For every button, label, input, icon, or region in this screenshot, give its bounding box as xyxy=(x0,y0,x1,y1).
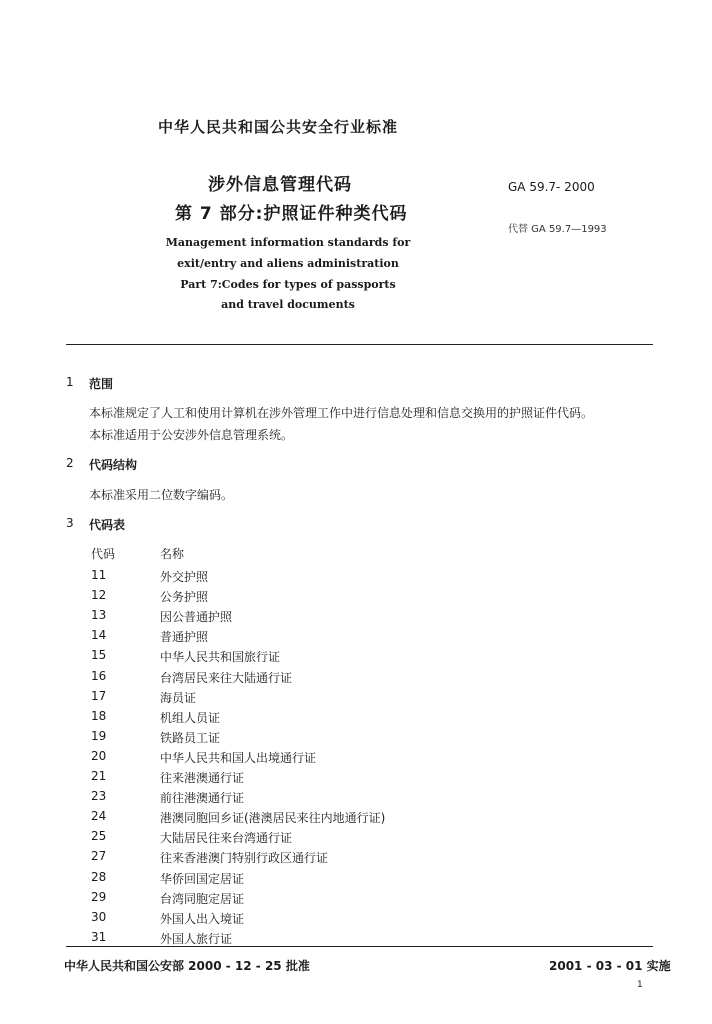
page-number: 1 xyxy=(637,980,643,990)
english-title-line: Part 7:Codes for types of passports xyxy=(180,278,396,291)
name-cell: 大陆居民往来台湾通行证 xyxy=(160,831,293,845)
implementation-date: 2001 - 03 - 01 实施 xyxy=(549,959,671,973)
name-cell: 华侨回国定居证 xyxy=(160,872,245,886)
code-cell: 29 xyxy=(91,890,107,904)
section-number: 3 xyxy=(66,516,74,530)
code-cell: 17 xyxy=(91,689,107,703)
name-cell: 机组人员证 xyxy=(160,711,221,725)
name-cell: 因公普通护照 xyxy=(160,610,233,624)
footer-divider xyxy=(66,946,653,947)
code-cell: 14 xyxy=(91,628,107,642)
code-cell: 30 xyxy=(91,910,107,924)
code-cell: 18 xyxy=(91,709,107,723)
english-title-line: Management information standards for xyxy=(165,236,411,249)
code-cell: 21 xyxy=(91,769,107,783)
name-cell: 外国人旅行证 xyxy=(160,932,233,946)
name-cell: 海员证 xyxy=(160,691,197,705)
name-column-header: 名称 xyxy=(160,547,185,561)
name-cell: 台湾同胞定居证 xyxy=(160,892,245,906)
code-cell: 15 xyxy=(91,648,107,662)
code-cell: 19 xyxy=(91,729,107,743)
approval-statement: 中华人民共和国公安部 2000 - 12 - 25 批准 xyxy=(64,959,310,973)
name-cell: 台湾居民来往大陆通行证 xyxy=(160,671,293,685)
english-title-line: and travel documents xyxy=(221,298,355,311)
code-cell: 12 xyxy=(91,588,107,602)
code-cell: 27 xyxy=(91,849,107,863)
section-number: 2 xyxy=(66,456,74,470)
code-cell: 23 xyxy=(91,789,107,803)
section-title-code-structure: 代码结构 xyxy=(89,458,138,472)
name-cell: 外交护照 xyxy=(160,570,209,584)
code-cell: 28 xyxy=(91,870,107,884)
header-divider xyxy=(66,344,653,345)
standard-number: GA 59.7- 2000 xyxy=(508,180,595,194)
name-cell: 外国人出入境证 xyxy=(160,912,245,926)
issuer-header: 中华人民共和国公共安全行业标准 xyxy=(158,118,399,136)
section-title-code-table: 代码表 xyxy=(89,518,126,532)
english-title-line: exit/entry and aliens administration xyxy=(177,257,399,270)
section-title-scope: 范围 xyxy=(89,377,114,391)
replaces-standard: 代替 GA 59.7—1993 xyxy=(508,224,607,235)
scope-paragraph: 本标准适用于公安涉外信息管理系统。 xyxy=(89,428,294,442)
code-cell: 11 xyxy=(91,568,107,582)
code-cell: 13 xyxy=(91,608,107,622)
code-cell: 20 xyxy=(91,749,107,763)
code-column-header: 代码 xyxy=(91,547,116,561)
code-cell: 24 xyxy=(91,809,107,823)
code-cell: 25 xyxy=(91,829,107,843)
section-number: 1 xyxy=(66,375,74,389)
document-title-line2: 第 7 部分:护照证件种类代码 xyxy=(175,204,408,224)
code-cell: 31 xyxy=(91,930,107,944)
name-cell: 公务护照 xyxy=(160,590,209,604)
document-title-line1: 涉外信息管理代码 xyxy=(208,175,352,195)
code-cell: 16 xyxy=(91,669,107,683)
name-cell: 往来港澳通行证 xyxy=(160,771,245,785)
name-cell: 港澳同胞回乡证(港澳居民来往内地通行证) xyxy=(160,811,386,825)
scope-paragraph: 本标准规定了人工和使用计算机在涉外管理工作中进行信息处理和信息交换用的护照证件代码。 xyxy=(89,406,594,420)
name-cell: 中华人民共和国人出境通行证 xyxy=(160,751,317,765)
name-cell: 铁路员工证 xyxy=(160,731,221,745)
name-cell: 普通护照 xyxy=(160,630,209,644)
name-cell: 往来香港澳门特别行政区通行证 xyxy=(160,851,329,865)
code-structure-paragraph: 本标准采用二位数字编码。 xyxy=(89,488,234,502)
name-cell: 中华人民共和国旅行证 xyxy=(160,650,281,664)
name-cell: 前往港澳通行证 xyxy=(160,791,245,805)
